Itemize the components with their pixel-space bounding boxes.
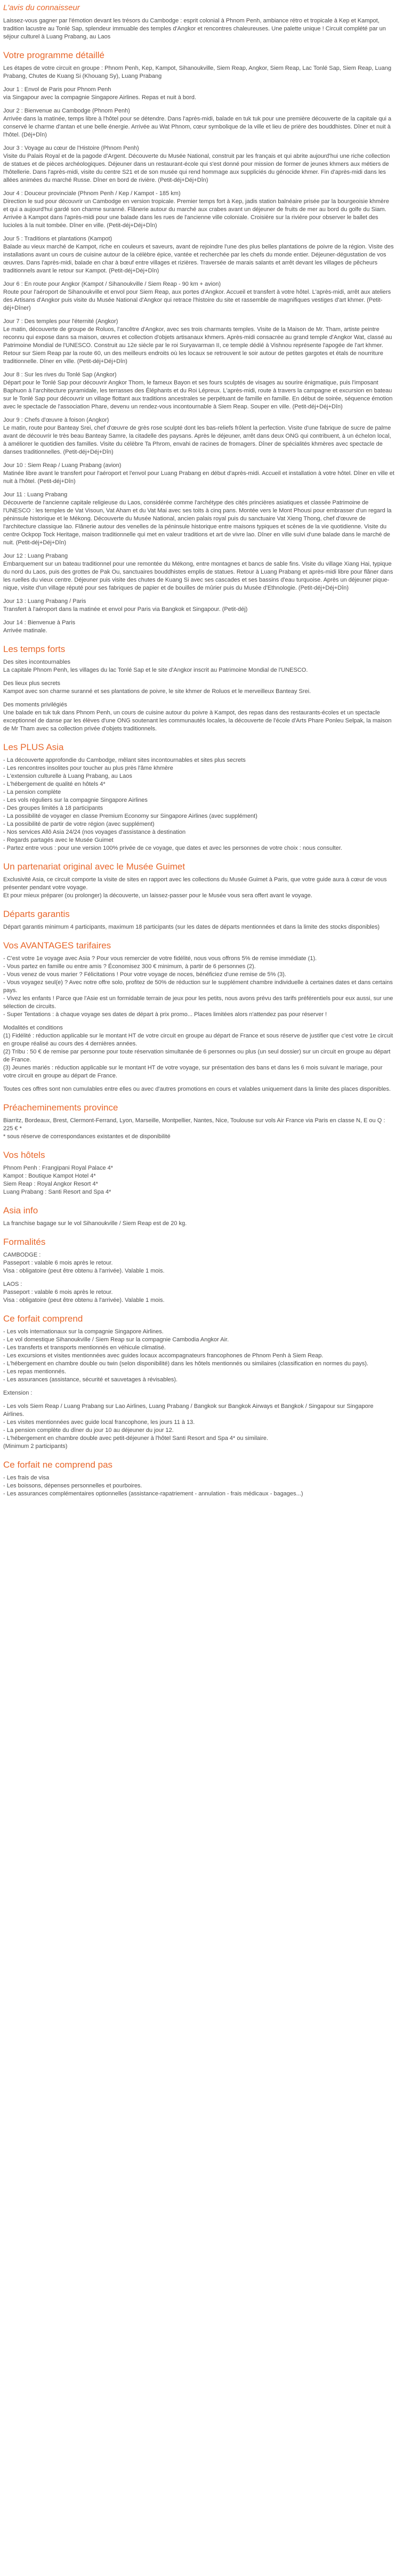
guimet-line: Et pour mieux préparer (ou prolonger) la découverte, un laissez-passer pour le Musée vous sera offert avant le voyage. (3, 892, 313, 899)
forfait-item: - Les transferts et transports mentionnés en véhicule climatisé. (3, 1345, 166, 1351)
day-text: Le matin, découverte de groupe de Roluos, l'ancêtre d'Angkor, avec ses trois charmants temples. Visite de la Maison de Mr. Tham, artiste peintre reconnu qui expose dans sa maison, œuvres et collection d'objets artisanaux khmers. Après-midi consacrée au grand temple d'Angkor Wat, classé au Patrimoine Mondial de l'UNESCO. Construit au 12e siècle par le roi Suryavarman II, ce temple dédié à Vishnou représente l'apogée de l'art khmer. Retour sur Siem Reap par la route 60, un des meilleurs endroits où les locaux se retrouvent le soir autour de petites gargotes et étals de nourriture traditionnelle. Dîner en ville. (Petit-déj+Déj+Dîn) (3, 326, 392, 365)
day-text: Arrivée dans la matinée, temps libre à l'hôtel pour se détendre. Dans l'après-midi, balade en tuk tuk pour une première découverte de la capitale qui a conservé le charme d'antan et une belle énergie. Arrivée au Wat Phnom, cœur symbolique de la ville et lieu de prière des bouddhistes. Dîner et nuit à l'hôtel. (Déj+Dîn) (3, 116, 392, 138)
plus-asia-item: - Des groupes limités à 18 participants (3, 805, 103, 811)
day-item (3, 491, 394, 547)
asia-info-heading: Asia info (3, 1205, 38, 1215)
formalite-line: CAMBODGE : (3, 1252, 41, 1258)
day-title: Jour 2 : Bienvenue au Cambodge (Phnom Penh) (3, 108, 130, 114)
day-text: Le matin, route pour Banteay Srei, chef d'œuvre de grès rose sculpté dont les bas-reliefs frôlent la perfection. Visite d'une fabrique de sucre de palme avant de découvrir le très beau Banteay Samre, la citadelle des paysans. Après le déjeuner, arrêt dans deux ONG qui contribuent, à un échelon local, à améliorer le quotidien des familles. Visite du célèbre Ta Phrom, envahi de racines de fromagers. Dîner de spécialités khmères avec spectacle de danses traditionnelles. (Petit-déj+Déj+Dîn) (3, 425, 391, 455)
temps-fort-text: Une balade en tuk tuk dans Phnom Penh, un cours de cuisine autour du poivre à Kampot, des repas dans des restaurants-écoles et un spectacle exceptionnel de danse par les élèves d'une ONG soutenant les communautés locales, la découverte de l'école d'Arts Phare Ponleu Selpak, la maison de Mr Tham avec sa collection privée d'objets traditionnels. (3, 710, 392, 732)
guimet-line: Exclusivité Asia, ce circuit comporte la visite de sites en rapport avec les collections du Musée Guimet à Paris, que votre guide aura à cœur de vous présenter pendant votre voyage. (3, 876, 387, 891)
condition-item: (1) Fidélité : réduction applicable sur le montant HT de votre circuit en groupe au départ de France et sous réserve de justifier que c'est votre 1e circuit en groupe réalisé au cours des 4 dernières années. (3, 1033, 393, 1047)
avantage-item: - Vous partez en famille ou entre amis ? Économisez 300 € minimum, à partir de 6 personnes (2). (3, 963, 256, 970)
forfait-item: - L'hébergement en chambre double ou twin (selon disponibilité) dans les hôtels mentionnés ou similaires (classification en normes du pays). (3, 1361, 369, 1367)
day-text: Balade au vieux marché de Kampot, riche en couleurs et saveurs, avant de rejoindre l'une des plus belles plantations de poivre de la région. Visite des installations avant un cours de cuisine autour de la célèbre épice, vantée et recherchée par les chefs du monde entier. Déjeuner-dégustation de vos œuvres. Dans l'après-midi, balade en char à bœuf entre villages et rizières. Traversée de marais salants et arrêt devant les villages de pêcheurs traditionnels avant le retour sur Kampot. (Petit-déj+Déj+Dîn) (3, 244, 394, 274)
forfait-item: - Les assurances (assistance, sécurité et sauvetages à révisables). (3, 1376, 178, 1383)
forfait-item: - Les visites mentionnées avec guide local francophone, les jours 11 à 13. (3, 1419, 195, 1426)
day-title: Jour 8 : Sur les rives du Tonlé Sap (Angkor) (3, 372, 117, 378)
hotels-section (3, 1149, 394, 1196)
plus-asia-item: - Les rencontres insolites pour toucher au plus près l'âme khmère (3, 765, 173, 771)
forfait-item: - L'hébergement en chambre double avec petit-déjeuner à l'hôtel Santi Resort and Spa 4* ou similaire. (3, 1435, 269, 1442)
guimet-heading: Un partenariat original avec le Musée Guimet (3, 862, 185, 872)
day-title: Jour 14 : Bienvenue à Paris (3, 619, 76, 626)
avantage-item: - Vous venez de vous marier ? Félicitations ! Pour votre voyage de noces, bénéficiez d'une remise de 5% (3). (3, 971, 286, 978)
day-item (3, 371, 394, 411)
condition-item: (2) Tribu : 50 € de remise par personne pour toute réservation simultanée de 6 personnes ou plus (un seul dossier) sur un circuit en groupe au départ de France. (3, 1049, 391, 1063)
day-title: Jour 6 : En route pour Angkor (Kampot / Sihanoukville / Siem Reap - 90 km + avion) (3, 281, 221, 287)
temps-fort-text: Kampot avec son charme suranné et ses plantations de poivre, le site khmer de Roluos et le merveilleux Banteay Srei. (3, 688, 311, 695)
temps-fort-title: Des moments privilégiés (3, 702, 67, 708)
plus-asia-item: - La possibilité de voyager en classe Premium Economy sur Singapore Airlines (avec supplément) (3, 813, 257, 819)
asia-info-text: La franchise bagage sur le vol Sihanoukville / Siem Reap est de 20 kg. (3, 1220, 187, 1227)
plus-asia-item: - La découverte approfondie du Cambodge, mêlant sites incontournables et sites plus secrets (3, 757, 246, 763)
avis-heading: L'avis du connaisseur (3, 3, 80, 12)
formalite-line: Visa : obligatoire (peut être obtenu à l'arrivée). Valable 1 mois. (3, 1297, 165, 1303)
hotels-list (3, 1164, 394, 1196)
day-title: Jour 5 : Traditions et plantations (Kampot) (3, 236, 112, 242)
formalite-line: LAOS : (3, 1281, 22, 1287)
temps-fort-title: Des lieux plus secrets (3, 680, 60, 687)
avantages-section (3, 940, 394, 1093)
temps-forts-list (3, 658, 394, 733)
programme-heading: Votre programme détaillé (3, 50, 104, 60)
hotel-item: Phnom Penh : Frangipani Royal Palace 4* (3, 1165, 114, 1171)
ne-comprend-item: - Les frais de visa (3, 1475, 50, 1481)
day-text: Route pour l'aéroport de Sihanoukville et envol pour Siem Reap, aux portes d'Angkor. Accueil et transfert à votre hôtel. L'après-midi, arrêt aux ateliers des Artisans d'Angkor puis visite du Musée National d'Angkor qui retrace l'histoire du site et rassemble de magnifiques vestiges d'art khmer. (Petit-déj+Dîner) (3, 289, 391, 311)
forfait-item: - Les vols internationaux sur la compagnie Singapore Airlines. (3, 1329, 164, 1335)
hotel-item: Siem Reap : Royal Angkor Resort 4* (3, 1181, 98, 1187)
guimet-text (3, 876, 394, 900)
preach-heading: Préacheminements province (3, 1102, 118, 1113)
plus-asia-item: - La pension complète (3, 789, 61, 795)
day-item (3, 107, 394, 139)
temps-fort-item (3, 701, 394, 733)
plus-asia-item: - L'extension culturelle à Luang Prabang, au Laos (3, 773, 132, 779)
programme-intro: Les étapes de votre circuit en groupe : Phnom Penh, Kep, Kampot, Sihanoukville, Siem Reap, Angkor, Siem Reap, Lac Tonlé Sap, Siem Reap, Luang Prabang, Chutes de Kuang Si (Khouang Sy), Luang Prabang (3, 65, 392, 79)
conditions-title: Modalités et conditions (3, 1025, 63, 1031)
day-title: Jour 10 : Siem Reap / Luang Prabang (avion) (3, 462, 122, 469)
day-title: Jour 13 : Luang Prabang / Paris (3, 598, 86, 605)
plus-asia-item: - Nos services Allô Asia 24/24 (nos voyages d'assistance à destination (3, 829, 186, 835)
ne-comprend-heading: Ce forfait ne comprend pas (3, 1460, 113, 1470)
forfait-list (3, 1328, 394, 1451)
plus-asia-item: - L'hébergement de qualité en hôtels 4* (3, 781, 106, 787)
plus-asia-section (3, 742, 394, 852)
day-text: Transfert à l'aéroport dans la matinée et envol pour Paris via Bangkok et Singapour. (Petit-déj) (3, 606, 248, 613)
plus-asia-item: - La possibilité de partir de votre région (avec supplément) (3, 821, 155, 827)
plus-asia-item: - Les vols réguliers sur la compagnie Singapore Airlines (3, 797, 148, 803)
preach-text: Biarritz, Bordeaux, Brest, Clermont-Ferrand, Lyon, Marseille, Montpellier, Nantes, Nice, Toulouse sur vols Air France via Paris en classe N, E ou Q : 225 € * (3, 1117, 385, 1132)
ne-comprend-item: - Les assurances complémentaires optionnelles (assistance-rapatriement - annulation - frais médicaux - bagages...) (3, 1491, 303, 1497)
day-text: Départ pour le Tonlé Sap pour découvrir Angkor Thom, le fameux Bayon et ses fours sculptés de visages au sourire énigmatique, puis l'imposant Baphuon à l'architecture pyramidale, les terrasses des Éléphants et du Roi Lépreux. L'après-midi, route à travers la campagne et excursion en bateau sur le Tonlé Sap pour découvrir un village flottant aux traditions ancestrales se perpétuant de famille en famille. En début de soirée, séquence émotion avec le spectacle de l'association Phare, devenu un rendez-vous incontournable à Siem Reap. Souper en ville. (Petit-déj+Déj+Dîn) (3, 380, 393, 410)
day-text: via Singapour avec la compagnie Singapore Airlines. Repas et nuit à bord. (3, 94, 197, 101)
temps-fort-item (3, 680, 394, 696)
asia-info-section (3, 1205, 394, 1228)
forfait-heading: Ce forfait comprend (3, 1314, 83, 1324)
formalite-line: Visa : obligatoire (peut être obtenu à l'arrivée). Valable 1 mois. (3, 1268, 165, 1274)
avantages-heading: Vos AVANTAGES tarifaires (3, 940, 111, 951)
day-text: Matinée libre avant le transfert pour l'aéroport et l'envol pour Luang Prabang en début d'après-midi. Accueil et installation à votre hôtel. Dîner en ville et nuit à l'hôtel. (Petit-déj+Dîn) (3, 470, 394, 485)
ne-comprend-list (3, 1474, 394, 1498)
temps-forts-heading: Les temps forts (3, 644, 66, 654)
avis-section (3, 2, 394, 41)
day-item (3, 190, 394, 230)
avis-text: Laissez-vous gagner par l'émotion devant les trésors du Cambodge : esprit colonial à Phnom Penh, ambiance rétro et tropicale à Kep et Kampot, tradition lacustre au Tonlé Sap, splendeur immuable des temples d'Angkor et rencontres chaleureuses. Une palette unique ! Circuit complété par un séjour culturel à Luang Prabang, au Laos (3, 18, 386, 40)
forfait-item: Extension : (3, 1390, 33, 1396)
forfait-item: - La pension complète du dîner du jour 10 au déjeuner du jour 12. (3, 1427, 174, 1434)
day-text: Visite du Palais Royal et de la pagode d'Argent. Découverte du Musée National, construit par les français et qui abrite aujourd'hui une riche collection de statues et de pièces archéologiques. Déjeuner dans un restaurant-école qui s'est donné pour mission de former de jeunes khmers aux métiers de l'hôtellerie. Dans l'après-midi, visite du centre S21 et de son musée qui rend hommage aux suppliciés du génocide khmer. Fin d'après-midi dans les allées animées du marché Russe. Dîner en bord de rivière. (Petit-déj+Déj+Dîn) (3, 153, 390, 183)
avantages-list (3, 955, 394, 1019)
forfait-item: (Minimum 2 participants) (3, 1443, 68, 1450)
formalite-line: Passeport : valable 6 mois après le retour. (3, 1260, 113, 1266)
day-item (3, 235, 394, 275)
hotel-item: Kampot : Boutique Kampot Hotel 4* (3, 1173, 96, 1179)
avantage-item: - C'est votre 1e voyage avec Asia ? Pour vous remercier de votre fidélité, nous vous offrons 5% de remise immédiate (1). (3, 955, 317, 962)
day-title: Jour 3 : Voyage au cœur de l'Histoire (Phnom Penh) (3, 145, 139, 151)
day-item (3, 552, 394, 592)
temps-forts-section (3, 643, 394, 733)
preach-note: * sous réserve de correspondances existantes et de disponibilité (3, 1133, 171, 1140)
temps-fort-item (3, 658, 394, 674)
avantage-item: - Super Tentations : à chaque voyage ses dates de départ à prix promo... Places limitées alors n'attendez pas pour réserver ! (3, 1011, 327, 1018)
departs-section (3, 908, 394, 931)
plus-asia-item: - Partez entre vous : pour une version 100% privée de ce voyage, que dates et avec les personnes de votre choix : nous consulter. (3, 845, 342, 851)
day-item (3, 598, 394, 614)
forfait-item: - Les excursions et visites mentionnées avec guides locaux accompagnateurs francophones de Phnom Penh à Siem Reap. (3, 1353, 324, 1359)
conditions-list (3, 1032, 394, 1080)
day-text: Direction le sud pour découvrir un Cambodge en version tropicale. Premier temps fort à Kep, jadis station balnéaire prisée par la bourgeoisie khmère et qui a aujourd'hui gardé son charme suranné. Flânerie autour du marché aux crabes avant un déjeuner de fruits de mer au bord du golfe du Siam. Arrivée à Kampot dans l'après-midi pour une balade dans les rues de l'ancienne ville coloniale. Croisière sur la rivière pour observer le ballet des lucioles à la nuit tombée. Dîner en ville. (Petit-déj+Déj+Dîn) (3, 198, 389, 229)
plus-asia-item: - Regards partagés avec le Musée Guimet (3, 837, 114, 843)
forfait-section (3, 1313, 394, 1451)
ne-comprend-section (3, 1459, 394, 1498)
plus-asia-list (3, 756, 394, 852)
formalite-line: Passeport : valable 6 mois après le retour. (3, 1289, 113, 1295)
day-item (3, 416, 394, 456)
departs-text: Départ garantis minimum 4 participants, maximum 18 participants (sur les dates de départs mentionnées et dans la limite des stocks disponibles) (3, 924, 380, 930)
day-title: Jour 12 : Luang Prabang (3, 553, 68, 559)
day-item (3, 144, 394, 184)
preach-section (3, 1102, 394, 1141)
formalites-section (3, 1236, 394, 1305)
avantage-item: - Vivez les enfants ! Parce que l'Asie est un formidable terrain de jeux pour les petits, nous avons prévu des tarifs préférentiels pour eux aussi, sur une sélection de circuits. (3, 995, 393, 1010)
formalites-list (3, 1251, 394, 1305)
day-text: Embarquement sur un bateau traditionnel pour une remontée du Mékong, entre montagnes et bancs de sable fins. Visite du village Xiang Hai, typique du nord du Laos, puis des grottes de Pak Ou, sanctuaires bouddhistes emplis de statues. Retour à Luang Prabang et après-midi libre pour flâner dans les ruelles du vieux centre. Déjeuner puis visite des chutes de Kuang Si avec ses cascades et ses bassins d'eau turquoise. Après un déjeuner pique-nique, visite d'un village réputé pour ses fabriques de papier et de bouilles de mûrier puis du Musée d'Ethnologie. (Petit-déj+Déj+Dîn) (3, 561, 393, 591)
day-item (3, 86, 394, 102)
day-item (3, 318, 394, 366)
avantage-item: - Vous voyagez seul(e) ? Avec notre offre solo, profitez de 50% de réduction sur le supplément chambre individuelle à certaines dates et dans certains pays. (3, 979, 393, 994)
guimet-section (3, 861, 394, 900)
condition-item: (3) Jeunes mariés : réduction applicable sur le montant HT de votre voyage, sur présentation des bans et dans les 6 mois suivant le mariage, pour votre circuit en groupe au départ de France. (3, 1065, 383, 1079)
day-title: Jour 4 : Douceur provinciale (Phnom Penh / Kep / Kampot - 185 km) (3, 190, 181, 197)
day-item (3, 280, 394, 312)
forfait-item: - Les vols Siem Reap / Luang Prabang sur Lao Airlines, Luang Prabang / Bangkok sur Bangkok Airways et Bangkok / Singapour sur Singapore Airlines. (3, 1403, 374, 1418)
hotel-item: Luang Prabang : Santi Resort and Spa 4* (3, 1189, 111, 1195)
day-title: Jour 11 : Luang Prabang (3, 492, 68, 498)
temps-fort-text: La capitale Phnom Penh, les villages du lac Tonlé Sap et le site d'Angkor inscrit au Patrimoine Mondial de l'UNESCO. (3, 667, 308, 673)
days-list (3, 86, 394, 635)
plus-asia-heading: Les PLUS Asia (3, 742, 64, 752)
day-title: Jour 9 : Chefs d'œuvre à foison (Angkor) (3, 417, 109, 423)
hotels-heading: Vos hôtels (3, 1150, 45, 1160)
temps-fort-title: Des sites incontournables (3, 659, 70, 665)
day-item (3, 462, 394, 486)
avantages-note: Toutes ces offres sont non cumulables entre elles ou avec d'autres promotions en cours et valables uniquement dans la limite des places disponibles. (3, 1086, 391, 1092)
programme-section (3, 50, 394, 635)
departs-heading: Départs garantis (3, 909, 70, 919)
day-item (3, 619, 394, 635)
day-title: Jour 1 : Envol de Paris pour Phnom Penh (3, 86, 111, 93)
forfait-item: - Les repas mentionnés. (3, 1368, 67, 1375)
day-title: Jour 7 : Des temples pour l'éternité (Angkor) (3, 318, 118, 325)
day-text: Arrivée matinale. (3, 627, 47, 634)
day-text: Découverte de l'ancienne capitale religieuse du Laos, considérée comme l'archétype des cités princières asiatiques et classée Patrimoine de l'UNESCO : les temples de Vat Visoun, Vat Aham et du Vat Mai avec ses toits à cinq pans. Montée vers le Mont Phousi pour embrasser d'un regard la péninsule historique et le Mékong. Découverte du Musée National, ancien palais royal puis du sanctuaire Vat Xieng Thong, chef d'œuvre de l'architecture classique lao. Flânerie autour des venelles de la péninsule historique entre maisons typiques et scènes de la vie quotidienne. Visite du centre Ockpop Tock Heritage, maison traditionnelle qui met en valeur traditions et art de vivre lao. Dîner en ville suivi d'une balade dans le marché de nuit. (Petit-déj+Déj+Dîn) (3, 500, 392, 546)
formalites-heading: Formalités (3, 1237, 46, 1247)
forfait-item: - Le vol domestique Sihanoukville / Siem Reap sur la compagnie Cambodia Angkor Air. (3, 1337, 229, 1343)
ne-comprend-item: - Les boissons, dépenses personnelles et pourboires. (3, 1483, 142, 1489)
